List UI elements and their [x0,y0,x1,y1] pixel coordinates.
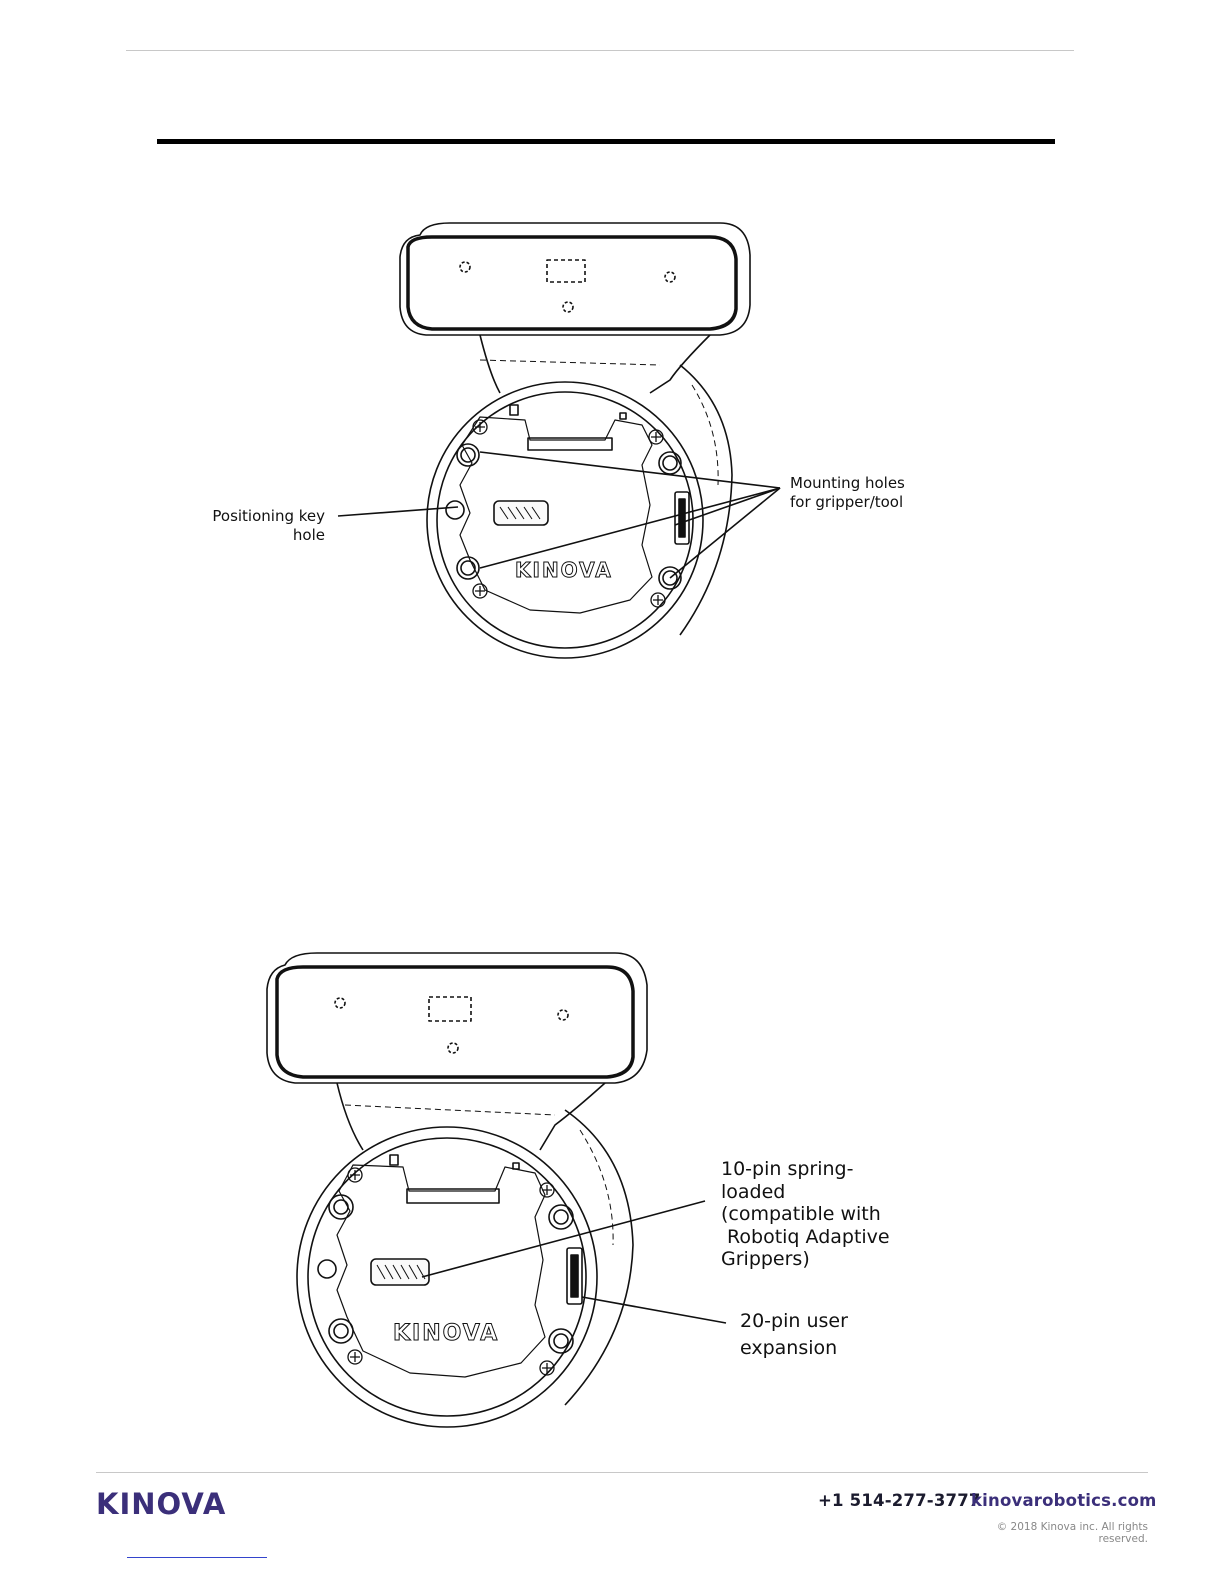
header-rule [126,50,1074,51]
leader-mounting-3 [480,488,780,568]
svg-text:KINOVA: KINOVA [96,1489,227,1517]
footer-link-underline [127,1557,267,1558]
callout-line: Grippers) [721,1248,810,1270]
callout-line: loaded [721,1180,786,1203]
callout-line: Robotiq Adaptive [721,1225,890,1248]
footer-copyright: © 2018 Kinova inc. All rights reserved. [996,1521,1148,1545]
figure2-leader-lines [410,1195,740,1335]
leader-positioning-key [338,507,458,516]
callout-line: hole [292,526,325,544]
leader-mounting-2 [675,488,780,525]
callout-line: for gripper/tool [790,493,904,511]
callout-line: 20-pin user [740,1310,848,1332]
interface-drawing-connectors [255,945,650,1435]
leader-20pin [582,1297,726,1323]
figure1-leader-lines [330,450,790,600]
callout-10pin-spring-loaded [721,1158,941,1271]
callout-positioning-key-hole [190,507,325,545]
callout-line: Positioning key [212,507,325,525]
leader-10pin [422,1201,705,1277]
kinova-logo [96,1489,264,1517]
callout-line: (compatible with [721,1203,881,1225]
leader-mounting-4 [670,488,780,578]
footer-website-link[interactable]: kinovarobotics.com [971,1491,1157,1510]
callout-line: expansion [740,1337,838,1359]
footer-phone[interactable]: +1 514-277-3777 [818,1491,981,1510]
callout-20pin-user-expansion [740,1308,900,1362]
callout-mounting-holes [790,474,950,512]
leader-mounting-1 [480,452,780,488]
callout-line: Mounting holes [790,474,905,492]
callout-line: 10-pin spring- [721,1158,854,1180]
section-heading-rule [157,139,1055,144]
footer-rule [96,1472,1148,1473]
drawing-brand-logo: KINOVA [515,558,613,582]
drawing-brand-logo: KINOVA [393,1321,500,1346]
